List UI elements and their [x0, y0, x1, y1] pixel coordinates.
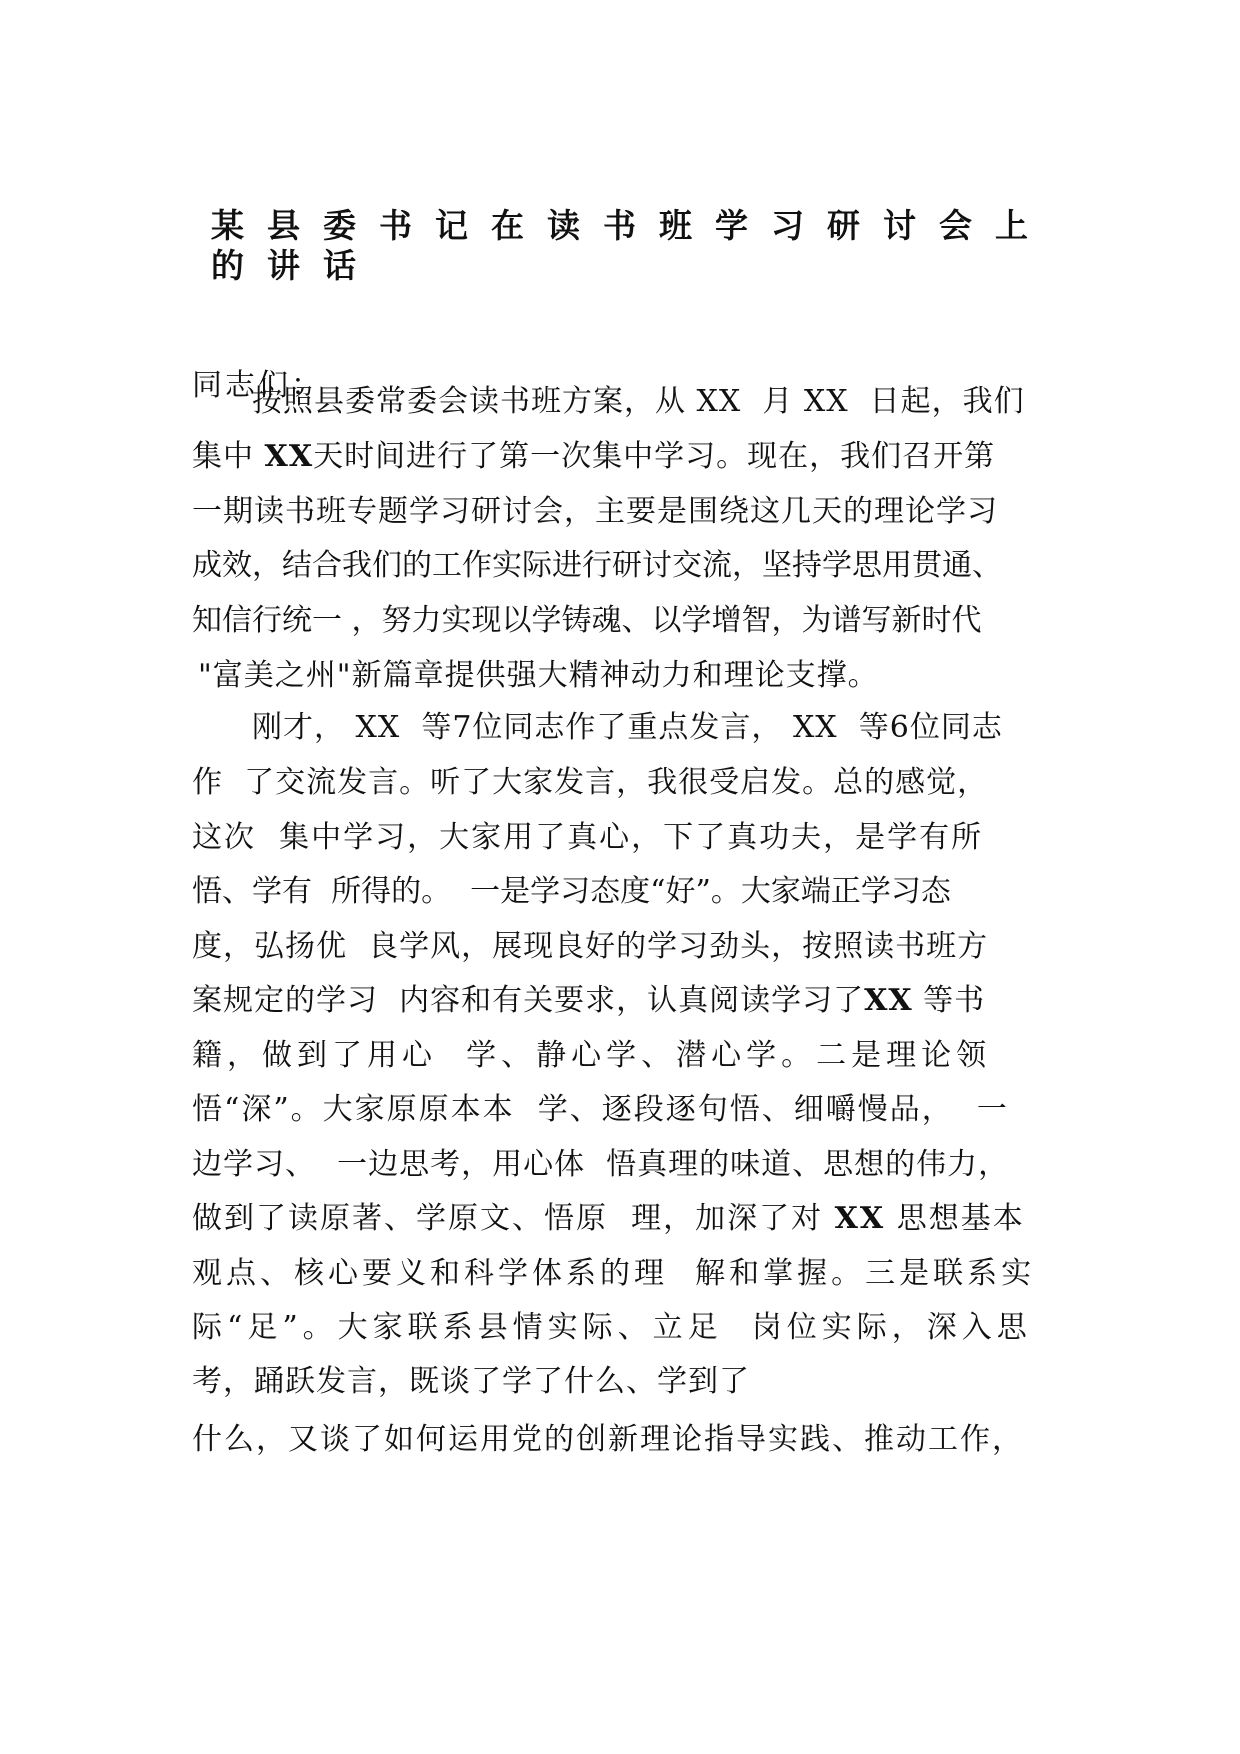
paragraph-line: 考，踊跃发言，既谈了学了什么、学到了 [192, 1364, 750, 1399]
paragraph-line: 作 了交流发言。听了大家发言，我很受启发。总的感觉， [192, 765, 989, 800]
paragraph-line: 悟“深”。大家原原本本 学、逐段逐句悟、细嚼慢品， 一 [192, 1092, 1009, 1127]
paragraph-line: 什么，又谈了如何运用党的创新理论指导实践、推动工作， [192, 1422, 1024, 1457]
paragraph-line: 籍，做到了用心 学、静心学、潜心学。二是理论领 [192, 1038, 992, 1073]
paragraph-line: 做到了读原著、学原文、悟原 理，加深了对 XX 思想基本 [192, 1201, 1025, 1236]
paragraph-line: 悟、学有 所得的。 一是学习态度“好”。大家端正学习态 [192, 874, 951, 909]
paragraph-line: 一期读书班专题学习研讨会，主要是围绕这几天的理论学习 [192, 494, 998, 529]
paragraph-line: 刚才， XX 等7位同志作了重点发言， XX 等6位同志 [252, 710, 1003, 745]
paragraph-line: 边学习、 一边思考，用心体 悟真理的味道、思想的伟力， [192, 1147, 1010, 1182]
paragraph-line: 成效，结合我们的工作实际进行研讨交流，坚持学思用贯通、 [192, 548, 1002, 583]
paragraph-line: "富美之州"新篇章提供强大精神动力和理论支撑。 [198, 658, 879, 693]
document-title: 某县委书记在读书班学习研讨会上的讲话 [211, 206, 1051, 285]
paragraph-line: 集中 XX天时间进行了第一次集中学习。现在，我们召开第 [192, 439, 996, 474]
paragraph-line: 观点、核心要义和科学体系的理 解和掌握。三是联系实 [192, 1256, 1036, 1291]
paragraph-line: 度，弘扬优 良学风，展现良好的学习劲头，按照读书班方 [192, 929, 989, 964]
salutation: 同志们： [192, 368, 324, 403]
paragraph-line: 这次 集中学习，大家用了真心，下了真功夫，是学有所 [192, 820, 984, 855]
paragraph-line: 际“足”。大家联系县情实际、立足 岗位实际，深入思 [192, 1310, 1032, 1345]
paragraph-line: 知信行统一 ，努力实现以学铸魂、以学增智，为谱写新时代 [192, 603, 982, 638]
paragraph-line: 案规定的学习 内容和有关要求，认真阅读学习了XX 等书 [192, 983, 986, 1018]
paragraph-line: 按照县委常委会读书班方案，从 XX 月 XX 日起，我们 [252, 384, 1025, 419]
